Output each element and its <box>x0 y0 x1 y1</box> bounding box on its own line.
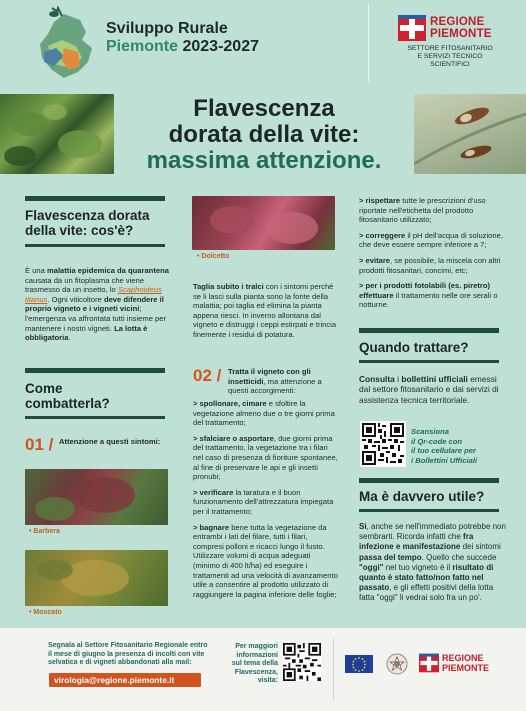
text-run-bold: risultato di quanto è stato fatto/non fatto nel passato <box>359 562 494 593</box>
bullet-item <box>193 434 338 482</box>
text-run: causata da un fitoplasma che viene trasmesso da un insetto, lo <box>25 275 145 295</box>
text-run: tutte le prescrizioni d'uso riportate nell'etichetta del prodotto fitosanitario utilizzato; <box>359 196 486 225</box>
text-run-bold: > evitare <box>359 255 391 265</box>
main-title <box>116 96 412 174</box>
qr-text-line: il tuo cellulare per <box>411 446 476 456</box>
qr-instruction <box>411 427 511 465</box>
footer <box>0 628 526 711</box>
barbera-leaf-photo <box>25 469 168 525</box>
moscato-leaf-photo <box>25 550 168 606</box>
header-divider <box>368 4 369 82</box>
footer-region-line1: REGIONE <box>442 653 484 663</box>
text-run: bene tutta la vegetazione da entrambi i lati del filare, tutti i filari, compresi polloni e ricacci lungo il fusto. Utilizzare volumi di acqua adeguati (minimo di 400 lt/ha) ed eseguire i trattamenti ad una velocità di avanzamento utile a consentire al prodotto utilizzato di raggiungere la pagina inferiore delle foglie; <box>193 522 338 599</box>
dolcetto-leaf-photo <box>192 196 335 250</box>
text-run: . <box>68 333 71 343</box>
header <box>0 0 526 88</box>
step-1-text: Attenzione a questi sintomi: <box>59 437 161 446</box>
text-run-bold: > correggere <box>359 230 406 240</box>
info-text-line: sul tema della <box>231 660 278 668</box>
text-run: il trattamento nelle ore serali o notturne. <box>359 290 498 310</box>
footer-divider <box>333 638 334 700</box>
piemonte-flag-icon <box>398 15 426 41</box>
info-text <box>222 643 278 686</box>
caption-moscato: • Moscato <box>29 609 62 616</box>
text-run-bold: effettuare <box>359 290 394 300</box>
bullet-item <box>359 196 506 225</box>
text-run: , anche se nell'immediato potrebbe non sembrarti. Ricorda infatti che <box>359 522 506 542</box>
regione-piemonte-logo <box>398 15 498 41</box>
text-run-bold: > sfalciare o asportare <box>193 433 274 443</box>
region-line1: REGIONE <box>430 16 485 28</box>
text-run-bold: La lotta è obbligatoria <box>25 323 148 343</box>
text-run-bold: > verificare <box>193 487 234 497</box>
text-run-bold: Tratta il vigneto con gli insetticidi <box>228 367 311 386</box>
dept-line2: E SERVIZI TECNICO <box>417 53 483 60</box>
divider-bar <box>359 478 499 483</box>
text-run: , due giorni prima del trattamento, la vegetazione tra i filari nel caso di presenza di fioriture spontanee, al fine di preservare le api e gli insetti pronubi; <box>193 433 338 482</box>
region-line2: PIEMONTE <box>430 28 492 40</box>
piemonte-map-logo <box>34 6 98 82</box>
text-run-bold: Taglia subito i tralci <box>193 282 264 291</box>
divider-bar <box>359 509 499 512</box>
text-run: il pH dell'acqua di soluzione, che deve essere sempre inferiore a 7; <box>359 230 503 250</box>
info-text-line: Flavescenza, <box>234 668 278 676</box>
qr-text-line: il Qr-code con <box>411 436 463 446</box>
text-run: . Quello che succede <box>421 552 497 562</box>
section-title-what <box>25 208 170 238</box>
title-line2: dorata della vite: <box>168 121 360 148</box>
email-link[interactable]: virologia@regione.piemonte.it <box>49 673 201 687</box>
text-run-bold: fra infezione e manifestazione <box>359 532 474 552</box>
section-title-useful: Ma è davvero utile? <box>359 489 485 504</box>
piemonte-flag-icon <box>419 653 439 673</box>
text-run: e sfoltire la vegetazione almeno due o tre giorni prima del trattamento; <box>193 399 335 428</box>
info-text-line: informazioni <box>236 651 278 659</box>
bullet-item <box>193 488 338 517</box>
bulletins-qr-code[interactable] <box>360 421 406 467</box>
text-run-bold: malattia epidemica da quarantena <box>46 266 169 275</box>
bullet-item <box>193 523 338 600</box>
insect-name: Scaphoideus titanus <box>25 285 162 304</box>
insect-photo <box>414 94 526 174</box>
caption-barbera: • Barbera <box>29 528 60 535</box>
text-run: la taratura e il buon funzionamento dell'attrezzatura impiegata per il trattamento; <box>193 487 334 516</box>
text-run: . Ogni viticoltore <box>47 294 104 304</box>
useful-paragraph <box>359 522 506 604</box>
info-qr-code[interactable] <box>283 643 321 681</box>
text-run-bold: "oggi" <box>359 562 384 572</box>
text-run-bold: Sì <box>359 522 367 531</box>
department-name <box>386 45 514 69</box>
program-line2-b: 2023-2027 <box>182 38 259 55</box>
text-run-bold: deve difendere il proprio vigneto e i vigneti vicini <box>25 294 164 314</box>
dept-line1: SETTORE FITOSANITARIO <box>407 45 493 52</box>
when-paragraph <box>359 374 506 405</box>
text-run: nel tuo vigneto è il <box>383 562 453 572</box>
text-run-bold: > per i prodotti fotolabili (es. piretro) <box>359 281 490 291</box>
cut-paragraph <box>193 282 338 340</box>
qr-text-line: Scansiona <box>411 427 449 436</box>
what-title-line1: Flavescenza dorata <box>25 208 150 223</box>
program-line1: Sviluppo Rurale <box>106 20 228 37</box>
section-title-fight <box>25 381 170 411</box>
text-run-bold: bollettini ufficiali <box>401 374 468 384</box>
footer-region-line2: PIEMONTE <box>442 663 490 673</box>
vineyard-photo <box>0 94 114 174</box>
qr-code-icon <box>283 643 321 681</box>
text-run: , ma attenzione a questi accorgimenti: <box>228 376 322 396</box>
program-line2-a: Piemonte <box>106 38 179 55</box>
text-run: È una <box>25 266 47 275</box>
info-text-line: visita: <box>257 677 278 685</box>
section-title-when: Quando trattare? <box>359 340 469 355</box>
divider-bar <box>25 368 165 373</box>
text-run: i <box>394 374 402 384</box>
text-run: ; l'emergenza va affrontata tutti insieme per mantenere i nostri vigneti. <box>25 304 167 333</box>
text-run-bold: Consulta <box>359 374 395 384</box>
caption-dolcetto: • Dolcetto <box>197 253 229 260</box>
program-title <box>106 20 326 56</box>
text-run: emessi dal settore fitosanitario e dai servizi di assistenza tecnica territoriale. <box>359 374 499 405</box>
bullet-list-col3 <box>359 196 506 310</box>
bullet-item <box>359 231 506 250</box>
text-run-bold: > spollonare, cimare <box>193 399 267 408</box>
bullet-item <box>193 399 338 428</box>
text-run: con i sintomi perché se li lasci sulla pianta sono la fonte della malattia; poi taglia ed elimina la pianta appena riesci. In inverno allontana dal vigneto e distruggi i ceppi estirpati e trincia finemente i residui di potatura. <box>193 282 337 339</box>
fight-title-line2: combatterla? <box>25 396 110 411</box>
step-2-text <box>228 367 340 396</box>
report-text: Segnala al Settore Fitosanitario Regionale entro il mese di giugno la presenza di incolti con vite selvatica e di vigneti abbandonati alla mail: <box>48 642 208 667</box>
divider-bar <box>359 360 499 363</box>
text-run-bold: passa del tempo <box>359 552 422 562</box>
fight-title-line1: Come <box>25 381 63 396</box>
italian-republic-emblem-icon <box>386 653 408 675</box>
text-run: , e gli effetti positivi della lotta fatta "oggi" li vedrai solo fra un po'. <box>359 583 494 603</box>
title-line1: Flavescenza <box>193 95 335 122</box>
divider-bar <box>25 244 165 247</box>
bullet-item <box>359 256 506 275</box>
info-text-line: Per maggiori <box>235 643 278 650</box>
text-run: , se possibile, la miscela con altri prodotti fitosanitari, concimi, etc; <box>359 255 501 275</box>
qr-code-icon <box>362 423 404 465</box>
divider-bar <box>359 328 499 333</box>
what-title-line2: della vite: cos'è? <box>25 223 134 238</box>
what-paragraph <box>25 266 169 343</box>
text-run-bold: > bagnare <box>193 522 230 532</box>
footer-regione-logo <box>419 653 509 675</box>
title-line3: massima attenzione. <box>146 147 382 174</box>
divider-bar <box>25 196 165 201</box>
qr-text-line: i Bollettini Ufficiali <box>411 455 478 465</box>
step-number-2: 02 / <box>193 366 222 385</box>
bullet-item <box>359 281 506 310</box>
divider-bar <box>25 416 165 419</box>
step-number-1: 01 / <box>25 435 54 454</box>
text-run-bold: > rispettare <box>359 196 401 205</box>
dept-line3: SCIENTIFICI <box>430 61 470 68</box>
eu-flag-icon <box>345 655 373 673</box>
text-run: dei sintomi <box>460 542 501 552</box>
bullet-list-col2 <box>193 399 338 599</box>
